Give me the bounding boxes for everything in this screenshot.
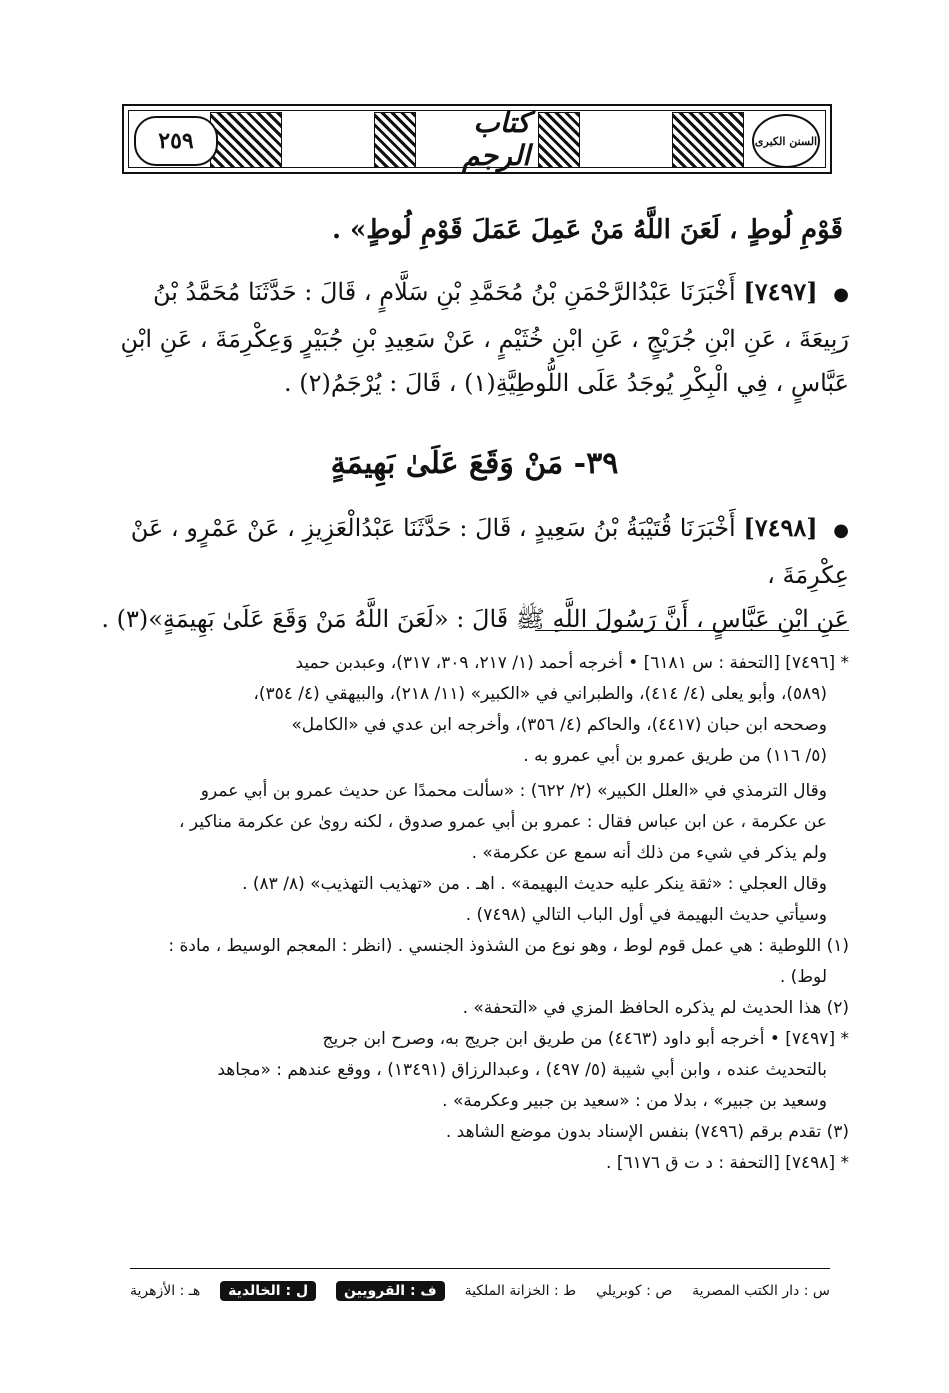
footnote-line: وصححه ابن حبان (٤٤١٧)، والحاكم (٤/ ٣٥٦)، وأخرجه ابن عدي في «الكامل» (291, 715, 827, 735)
hadith-line (99, 270, 849, 317)
legend-item: ص : كوبريلي (596, 1283, 673, 1299)
footnote-line: وسعيد بن جبير» ، بدلا من : «سعيد بن جبير وعكرمة» . (442, 1091, 827, 1111)
hadith-text: أَخْبَرَنَا عَبْدُالرَّحْمَنِ بْنُ مُحَمَّدِ بْنِ سَلَّامٍ ، قَالَ : حَدَّثَنَا مُحَمَّدُ بْنُ (152, 278, 736, 306)
hadith-7498 (99, 506, 849, 641)
footnote-line: لوط) . (779, 967, 827, 987)
manuscript-legend (130, 1276, 830, 1306)
hadith-line: رَبِيعَةَ ، عَنِ ابْنِ جُرَيْجٍ ، عَنِ ابْنِ خُثَيْمٍ ، عَنْ سَعِيدِ بْنِ جُبَيْرٍ وَعِكْرِمَةَ ، عَنِ ابْنِ (120, 325, 849, 353)
book-seal-logo: السنن الكبرى (752, 114, 820, 168)
hadith-continuation: قَوْمِ لُوطٍ ، لَعَنَ اللَّهُ مَنْ عَمِلَ عَمَلَ قَوْمِ لُوطٍ» . (331, 215, 843, 245)
footnote-separator (535, 630, 849, 631)
bullet-icon: ● (833, 284, 849, 305)
footnote-line: وقال الترمذي في «العلل الكبير» (٢/ ٦٢٢) : «سألت محمدًا عن حديث عمرو بن أبي عمرو (200, 781, 827, 801)
footnote-line: ولم يذكر في شيء من ذلك أنه سمع عن عكرمة» . (471, 843, 827, 863)
page-number: ٢٥٩ (134, 116, 218, 166)
ornament-band (374, 112, 416, 168)
legend-item: س : دار الكتب المصرية (692, 1283, 830, 1299)
footnote-line: (٢) هذا الحديث لم يذكره الحافظ المزي في «التحفة» . (462, 998, 849, 1018)
hadith-line (99, 506, 849, 597)
footnote-line: (٣) تقدم برقم (٧٤٩٦) بنفس الإسناد بدون موضع الشاهد . (445, 1122, 849, 1142)
ornament-band (538, 112, 580, 168)
hadith-number: [٧٤٩٧] (743, 277, 818, 306)
hadith-line: عَبَّاسٍ ، فِي الْبِكْرِ يُوجَدُ عَلَى اللُّوطِيَّةِ(١) ، قَالَ : يُرْجَمُ(٢) . (283, 369, 849, 397)
footnote-line: عن عكرمة ، عن ابن عباس فقال : عمرو بن أبي عمرو صدوق ، لكنه روىٰ عن عكرمة مناكير ، (179, 812, 827, 832)
page-header (122, 104, 832, 174)
legend-item: ف : القرويين (336, 1281, 445, 1301)
chapter-heading: ٣٩- مَنْ وَقَعَ عَلَىٰ بَهِيمَةٍ (330, 446, 619, 481)
legend-item: هـ : الأزهرية (130, 1283, 201, 1299)
footnote-line: (٥٨٩)، وأبو يعلى (٤/ ٤١٤)، والطبراني في «الكبير» (١١/ ٢١٨)، والبيهقي (٤/ ٣٥٤)، (253, 684, 827, 704)
footnote-line: * [٧٤٩٦] [التحفة : س ٦١٨١] • أخرجه أحمد (١/ ٢١٧، ٣٠٩، ٣١٧)، وعبدبن حميد (295, 653, 849, 673)
footnote-line: وسيأتي حديث البهيمة في أول الباب التالي (٧٤٩٨) . (465, 905, 827, 925)
legend-item: ل : الخالدية (220, 1281, 316, 1301)
footnote-line: * [٧٤٩٨] [التحفة : د ت ق ٦١٧٦] . (606, 1153, 849, 1173)
footnote-line: (٥/ ١١٦) من طريق عمرو بن أبي عمرو به . (523, 746, 827, 766)
footnotes (99, 648, 849, 1179)
hadith-text: أَخْبَرَنَا قُتَيْبَةُ بْنُ سَعِيدٍ ، قَالَ : حَدَّثَنَا عَبْدُالْعَزِيزِ ، عَنْ عَمْرٍو ، عَنْ عِكْرِمَةَ ، (130, 514, 849, 589)
hadith-line: عَنِ ابْنِ عَبَّاسٍ ، أَنَّ رَسُولَ اللَّهِ ﷺ قَالَ : «لَعَنَ اللَّهُ مَنْ وَقَعَ عَلَىٰ بَهِيمَةٍ»(٣) . (101, 605, 849, 633)
footnote-line: بالتحديث عنده ، وابن أبي شيبة (٥/ ٤٩٧) ، وعبدالرزاق (١٣٤٩١) ، ووقع عندهم : «مجاهد (217, 1060, 827, 1080)
footnote-line: * [٧٤٩٧] • أخرجه أبو داود (٤٤٦٣) من طريق ابن جريج به، وصرح ابن جريج (322, 1029, 849, 1049)
legend-item: ط : الخزانة الملكية (464, 1283, 577, 1299)
footnote-line: (١) اللوطية : هي عمل قوم لوط ، وهو نوع من الشذوذ الجنسي . (انظر : المعجم الوسيط ، مادة : (168, 936, 849, 956)
ornament-band (672, 112, 744, 168)
footnote-line: وقال العجلي : «ثقة ينكر عليه حديث البهيمة» . اهـ . من «تهذيب التهذيب» (٨/ ٨٣) . (242, 874, 827, 894)
bullet-icon: ● (833, 520, 849, 541)
hadith-7497 (99, 270, 849, 405)
ornament-band (210, 112, 282, 168)
book-title: كتاب الرجم (424, 112, 530, 166)
hadith-number: [٧٤٩٨] (743, 513, 818, 542)
legend-separator (130, 1268, 830, 1269)
